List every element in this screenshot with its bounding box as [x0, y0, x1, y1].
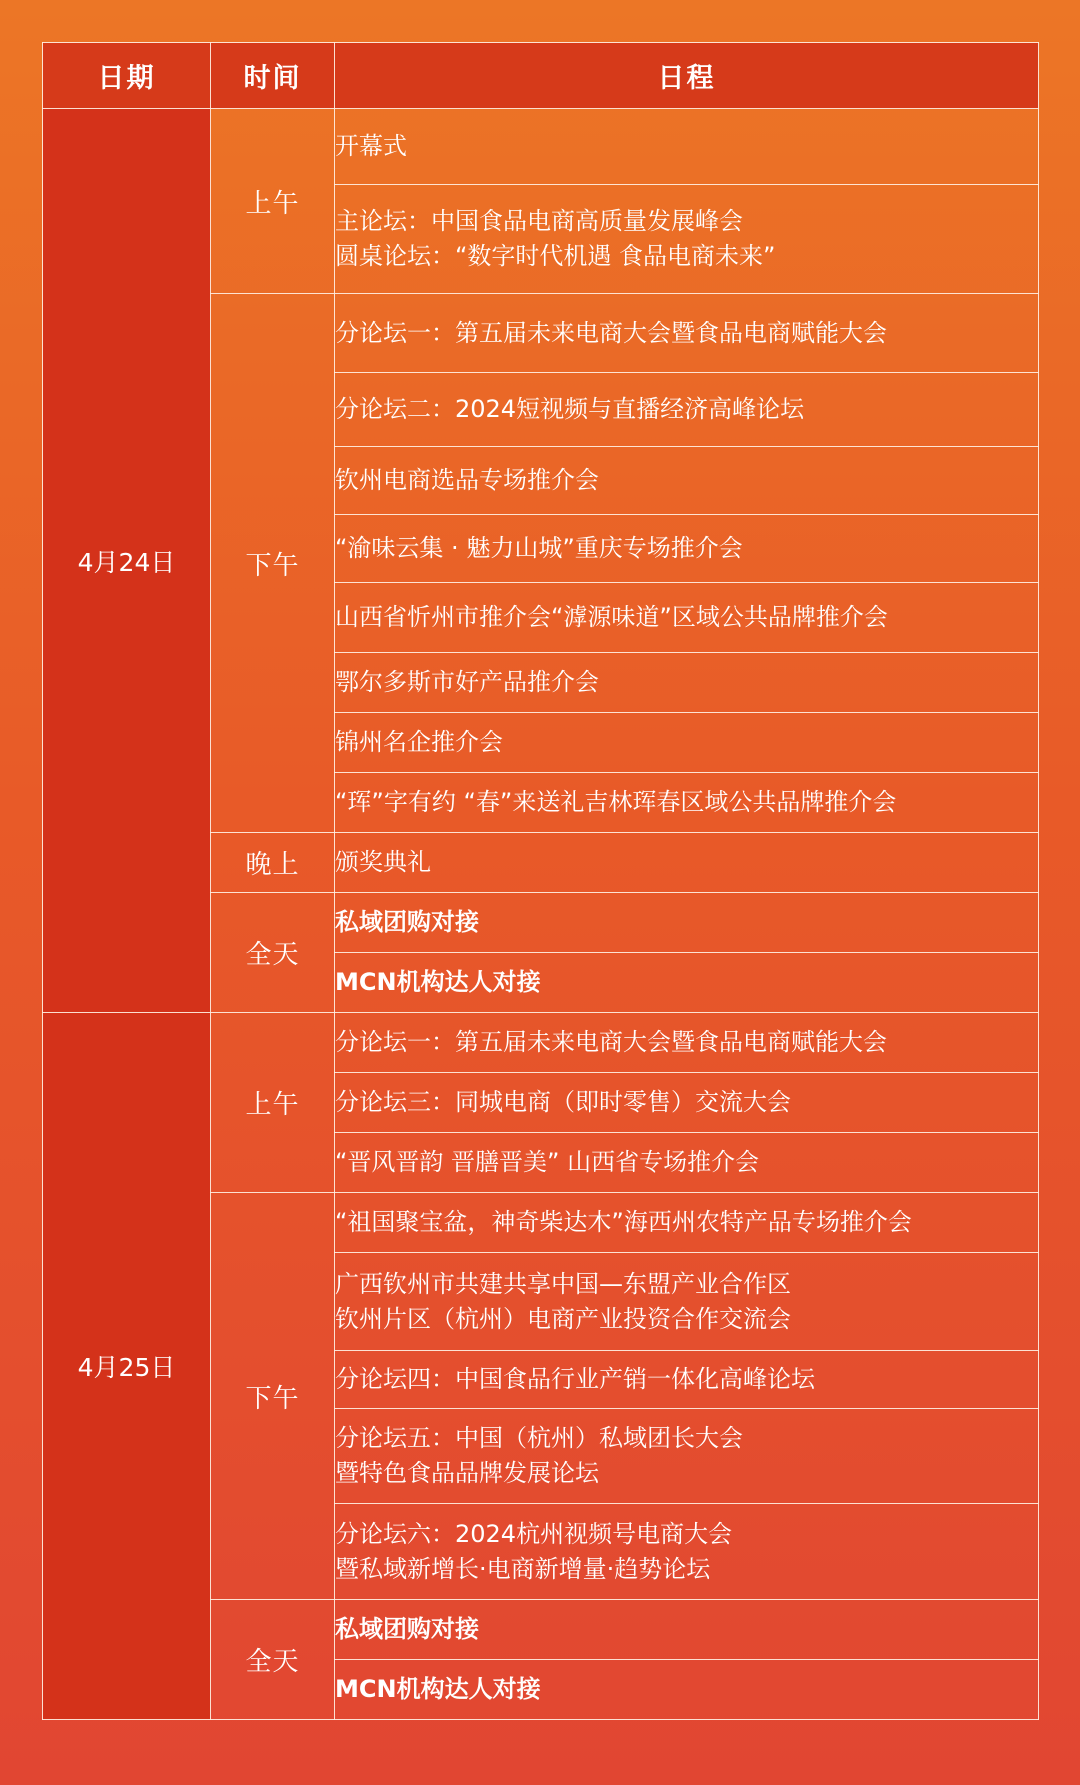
schedule-item: 广西钦州市共建共享中国—东盟产业合作区 钦州片区（杭州）电商产业投资合作交流会: [335, 1253, 1039, 1351]
schedule-item: “晋风晋韵 晋膳晋美” 山西省专场推介会: [335, 1133, 1039, 1193]
schedule-item: MCN机构达人对接: [335, 953, 1039, 1013]
schedule-table: [42, 42, 1039, 1720]
schedule-item: 分论坛三：同城电商（即时零售）交流大会: [335, 1073, 1039, 1133]
period-cell: 下午: [211, 1193, 335, 1600]
schedule-item: 分论坛二：2024短视频与直播经济高峰论坛: [335, 373, 1039, 447]
schedule-item: “祖国聚宝盆，神奇柴达木”海西州农特产品专场推介会: [335, 1193, 1039, 1253]
header-date: 日期: [43, 43, 211, 109]
schedule-item: 私域团购对接: [335, 1600, 1039, 1660]
schedule-item: 钦州电商选品专场推介会: [335, 447, 1039, 515]
table-row: [43, 1013, 1039, 1073]
date-cell: 4月24日: [43, 109, 211, 1013]
schedule-item: “渝味云集 · 魅力山城”重庆专场推介会: [335, 515, 1039, 583]
period-cell: 下午: [211, 294, 335, 833]
table-header-row: [43, 43, 1039, 109]
schedule-item: 分论坛一：第五届未来电商大会暨食品电商赋能大会: [335, 294, 1039, 373]
schedule-item: MCN机构达人对接: [335, 1660, 1039, 1720]
period-cell: 上午: [211, 1013, 335, 1193]
schedule-item: 颁奖典礼: [335, 833, 1039, 893]
header-schedule: 日程: [335, 43, 1039, 109]
schedule-item: 分论坛六：2024杭州视频号电商大会 暨私域新增长·电商新增量·趋势论坛: [335, 1504, 1039, 1600]
period-cell: 全天: [211, 893, 335, 1013]
schedule-item: 开幕式: [335, 109, 1039, 185]
schedule-item: 锦州名企推介会: [335, 713, 1039, 773]
period-cell: 上午: [211, 109, 335, 294]
table-row: [43, 109, 1039, 185]
period-cell: 晚上: [211, 833, 335, 893]
schedule-item: “珲”字有约 “春”来送礼吉林珲春区域公共品牌推介会: [335, 773, 1039, 833]
period-cell: 全天: [211, 1600, 335, 1720]
schedule-item: 分论坛五：中国（杭州）私域团长大会 暨特色食品品牌发展论坛: [335, 1409, 1039, 1504]
schedule-item: 山西省忻州市推介会“滹源味道”区域公共品牌推介会: [335, 583, 1039, 653]
schedule-item: 鄂尔多斯市好产品推介会: [335, 653, 1039, 713]
schedule-body: [43, 109, 1039, 1720]
schedule-item: 分论坛一：第五届未来电商大会暨食品电商赋能大会: [335, 1013, 1039, 1073]
schedule-item: 分论坛四：中国食品行业产销一体化高峰论坛: [335, 1351, 1039, 1409]
schedule-item: 主论坛：中国食品电商高质量发展峰会 圆桌论坛：“数字时代机遇 食品电商未来”: [335, 185, 1039, 294]
date-cell: 4月25日: [43, 1013, 211, 1720]
header-time: 时间: [211, 43, 335, 109]
schedule-item: 私域团购对接: [335, 893, 1039, 953]
